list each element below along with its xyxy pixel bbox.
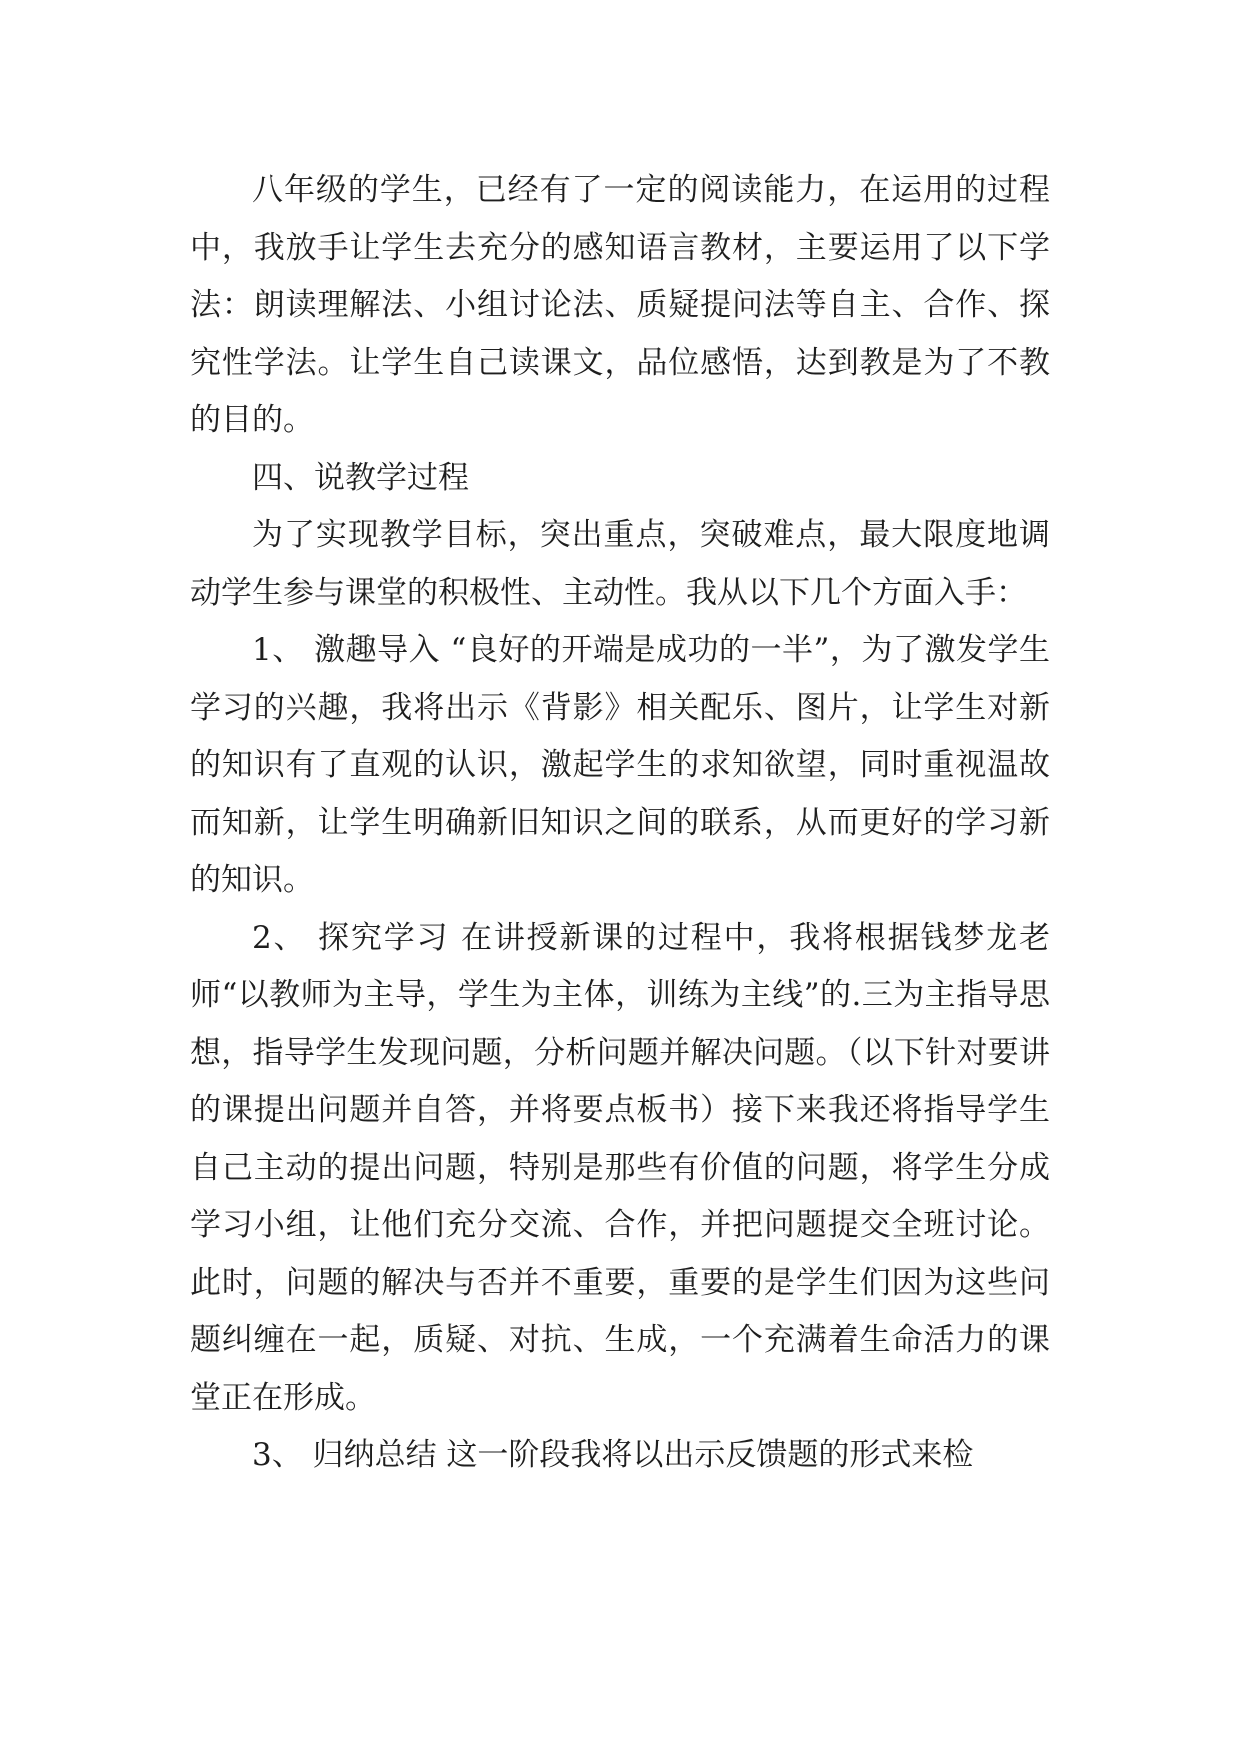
paragraph-step-3-summary: 3、 归纳总结 这一阶段我将以出示反馈题的形式来检 [252, 1437, 974, 1473]
paragraph-learning-methods: 八年级的学生，已经有了一定的阅读能力，在运用的过程中，我放手让学生去充分的感知语言教材，主要运用了以下学法：朗读理解法、小组讨论法、质疑提问法等自主、合作、探究性学法。让学生自己读课文，品位感悟，达到教是为了不教的目的。 [190, 172, 1050, 438]
paragraph-step-1-introduction: 1、 激趣导入 “良好的开端是成功的一半”，为了激发学生学习的兴趣，我将出示《背影》相关配乐、图片，让学生对新的知识有了直观的认识，激起学生的求知欲望，同时重视温故而知新，让学生明确新旧知识之间的联系，从而更好的学习新的知识。 [190, 632, 1050, 898]
section-heading-teaching-process: 四、说教学过程 [252, 459, 469, 496]
document-body [190, 162, 1050, 1485]
paragraph-teaching-goals: 为了实现教学目标，突出重点，突破难点，最大限度地调动学生参与课堂的积极性、主动性。我从以下几个方面入手： [190, 517, 1050, 611]
paragraph-step-2-inquiry: 2、 探究学习 在讲授新课的过程中，我将根据钱梦龙老师“以教师为主导，学生为主体，训练为主线”的.三为主指导思想，指导学生发现问题，分析问题并解决问题。（以下针对要讲的课提出问题并自答，并将要点板书）接下来我还将指导学生自己主动的提出问题，特别是那些有价值的问题，将学生分成学习小组，让他们充分交流、合作，并把问题提交全班讨论。此时，问题的解决与否并不重要，重要的是学生们因为这些问题纠缠在一起，质疑、对抗、生成，一个充满着生命活力的课堂正在形成。 [190, 919, 1050, 1416]
